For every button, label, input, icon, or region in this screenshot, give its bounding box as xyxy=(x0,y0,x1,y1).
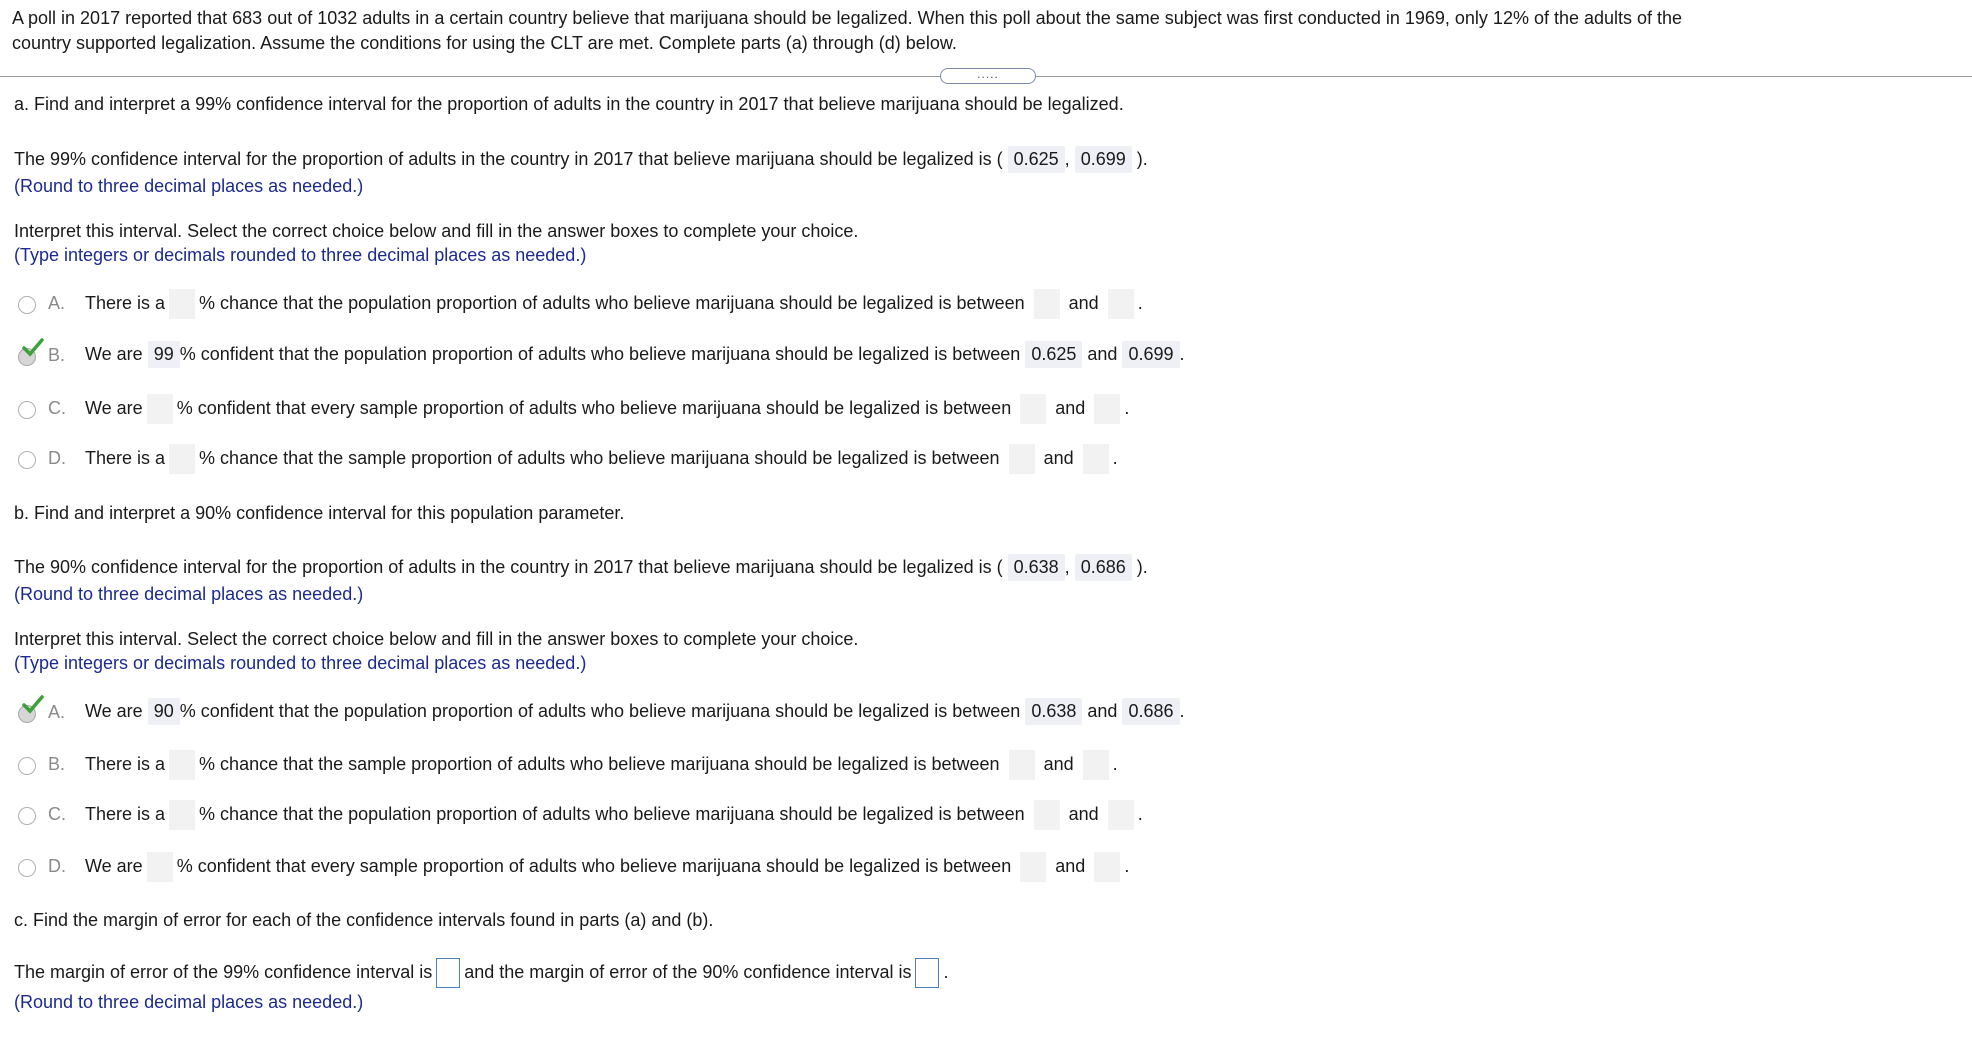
choice-text: We are xyxy=(85,397,143,418)
lower-answer[interactable]: 0.625 xyxy=(1025,341,1082,368)
confidence-answer[interactable]: 99 xyxy=(148,341,180,368)
blank-box[interactable] xyxy=(1094,394,1120,424)
part-a-interval-text: The 99% confidence interval for the proportion of adults in the country in 2017 that believe marijuana should be legalized is ( xyxy=(14,149,1003,169)
choice-text: % confident that every sample proportion of adults who believe marijuana should be legalized is between xyxy=(176,855,1012,876)
part-a-choice-d[interactable] xyxy=(85,444,1118,474)
period: . xyxy=(1124,397,1130,418)
period: . xyxy=(1137,803,1143,824)
blank-box[interactable] xyxy=(147,394,173,424)
period: . xyxy=(1124,855,1130,876)
margin-99-input[interactable] xyxy=(436,958,460,988)
choice-text: % chance that the sample proportion of adults who believe marijuana should be legalized is between xyxy=(199,753,1000,774)
check-icon xyxy=(22,695,44,715)
margin-text-99: The margin of error of the 99% confidence interval is xyxy=(14,961,433,982)
part-b-round-note: (Round to three decimal places as needed.) xyxy=(14,584,364,604)
part-b-lower-answer[interactable]: 0.638 xyxy=(1008,554,1065,581)
close-paren: ). xyxy=(1136,557,1148,577)
part-b-interpret: Interpret this interval. Select the correct choice below and fill in the answer boxes to complete your choice. xyxy=(14,629,859,649)
and-text: and xyxy=(1068,803,1099,824)
part-a-choice-b[interactable] xyxy=(85,341,1185,368)
choice-text: There is a xyxy=(85,753,166,774)
blank-box[interactable] xyxy=(1108,289,1134,319)
part-b-choice-a[interactable] xyxy=(85,698,1185,725)
and-text: and xyxy=(1055,855,1086,876)
part-b-type-note: (Type integers or decimals rounded to three decimal places as needed.) xyxy=(14,653,587,673)
lower-answer[interactable]: 0.638 xyxy=(1025,698,1082,725)
upper-answer[interactable]: 0.699 xyxy=(1122,341,1179,368)
part-b-choice-d[interactable] xyxy=(85,852,1129,882)
part-a-interval-line xyxy=(14,146,1148,173)
choice-text: There is a xyxy=(85,803,166,824)
blank-box[interactable] xyxy=(169,800,195,830)
blank-box[interactable] xyxy=(1009,750,1035,780)
part-a-choice-a[interactable] xyxy=(85,289,1143,319)
period: . xyxy=(1137,292,1143,313)
part-b-choice-b-radio[interactable] xyxy=(18,757,36,775)
period: . xyxy=(1179,344,1185,364)
and-text: and xyxy=(1087,701,1118,721)
choice-text: We are xyxy=(85,855,143,876)
and-text: and xyxy=(1043,447,1074,468)
part-b-choice-d-radio[interactable] xyxy=(18,859,36,877)
part-c-round-note: (Round to three decimal places as needed.) xyxy=(14,992,364,1012)
part-c-margin-line xyxy=(14,958,948,988)
comma: , xyxy=(1064,557,1070,577)
comma: , xyxy=(1064,149,1070,169)
choice-letter: D. xyxy=(48,448,66,468)
blank-box[interactable] xyxy=(169,444,195,474)
part-a-question: a. Find and interpret a 99% confidence interval for the proportion of adults in the country in 2017 that believe marijuana should be legalized. xyxy=(14,94,1124,114)
choice-letter: A. xyxy=(48,293,66,313)
and-text: and xyxy=(1043,753,1074,774)
part-a-upper-answer[interactable]: 0.699 xyxy=(1075,146,1132,173)
blank-box[interactable] xyxy=(1020,394,1046,424)
period: . xyxy=(943,961,949,982)
upper-answer[interactable]: 0.686 xyxy=(1122,698,1179,725)
part-a-round-note: (Round to three decimal places as needed.) xyxy=(14,176,364,196)
part-a-choice-d-radio[interactable] xyxy=(18,451,36,469)
choice-text: % confident that the population proportion of adults who believe marijuana should be legalized is between xyxy=(179,344,1021,364)
period: . xyxy=(1112,753,1118,774)
confidence-answer[interactable]: 90 xyxy=(148,698,180,725)
margin-text-90: and the margin of error of the 90% confidence interval is xyxy=(464,961,912,982)
blank-box[interactable] xyxy=(1108,800,1134,830)
check-icon xyxy=(22,338,44,358)
blank-box[interactable] xyxy=(1083,750,1109,780)
margin-90-input[interactable] xyxy=(915,958,939,988)
blank-box[interactable] xyxy=(1083,444,1109,474)
and-text: and xyxy=(1068,292,1099,313)
choice-text: We are xyxy=(85,701,143,721)
choice-letter: B. xyxy=(48,754,66,774)
part-b-interval-line xyxy=(14,554,1148,581)
and-text: and xyxy=(1055,397,1086,418)
blank-box[interactable] xyxy=(169,289,195,319)
blank-box[interactable] xyxy=(169,750,195,780)
choice-text: There is a xyxy=(85,447,166,468)
blank-box[interactable] xyxy=(1094,852,1120,882)
blank-box[interactable] xyxy=(1034,800,1060,830)
blank-box[interactable] xyxy=(147,852,173,882)
part-a-interpret: Interpret this interval. Select the correct choice below and fill in the answer boxes to complete your choice. xyxy=(14,221,859,241)
part-a-type-note: (Type integers or decimals rounded to three decimal places as needed.) xyxy=(14,245,587,265)
period: . xyxy=(1112,447,1118,468)
choice-letter: C. xyxy=(48,804,66,824)
part-a-choice-c-radio[interactable] xyxy=(18,401,36,419)
part-a-choice-c[interactable] xyxy=(85,394,1129,424)
choice-letter: B. xyxy=(48,345,66,365)
part-b-upper-answer[interactable]: 0.686 xyxy=(1075,554,1132,581)
part-b-choice-c[interactable] xyxy=(85,800,1143,830)
choice-text: We are xyxy=(85,344,143,364)
problem-statement-line-2: country supported legalization. Assume the conditions for using the CLT are met. Complete parts (a) through (d) below. xyxy=(12,33,957,53)
choice-text: % chance that the sample proportion of adults who believe marijuana should be legalized is between xyxy=(199,447,1000,468)
part-a-lower-answer[interactable]: 0.625 xyxy=(1008,146,1065,173)
period: . xyxy=(1179,701,1185,721)
choice-letter: D. xyxy=(48,856,66,876)
close-paren: ). xyxy=(1136,149,1148,169)
part-b-choice-b[interactable] xyxy=(85,750,1118,780)
part-a-choice-a-radio[interactable] xyxy=(18,296,36,314)
choice-text: % confident that the population proportion of adults who believe marijuana should be legalized is between xyxy=(179,701,1021,721)
and-text: and xyxy=(1087,344,1118,364)
choice-text: There is a xyxy=(85,292,166,313)
choice-text: % confident that every sample proportion of adults who believe marijuana should be legalized is between xyxy=(176,397,1012,418)
part-c-question: c. Find the margin of error for each of the confidence intervals found in parts (a) and (b). xyxy=(14,910,714,930)
choice-text: % chance that the population proportion of adults who believe marijuana should be legalized is between xyxy=(199,292,1025,313)
choice-letter: A. xyxy=(48,702,66,722)
choice-letter: C. xyxy=(48,398,66,418)
choice-text: % chance that the population proportion of adults who believe marijuana should be legalized is between xyxy=(199,803,1025,824)
blank-box[interactable] xyxy=(1020,852,1046,882)
blank-box[interactable] xyxy=(1034,289,1060,319)
part-b-interval-text: The 90% confidence interval for the proportion of adults in the country in 2017 that believe marijuana should be legalized is ( xyxy=(14,557,1003,577)
blank-box[interactable] xyxy=(1009,444,1035,474)
part-b-question: b. Find and interpret a 90% confidence interval for this population parameter. xyxy=(14,503,625,523)
problem-statement-line-1: A poll in 2017 reported that 683 out of 1032 adults in a certain country believe that marijuana should be legalized. When this poll about the same subject was first conducted in 1969, only 12% of the adults of the xyxy=(12,8,1683,28)
expand-toggle-button[interactable]: ..... xyxy=(940,68,1036,84)
part-b-choice-c-radio[interactable] xyxy=(18,807,36,825)
